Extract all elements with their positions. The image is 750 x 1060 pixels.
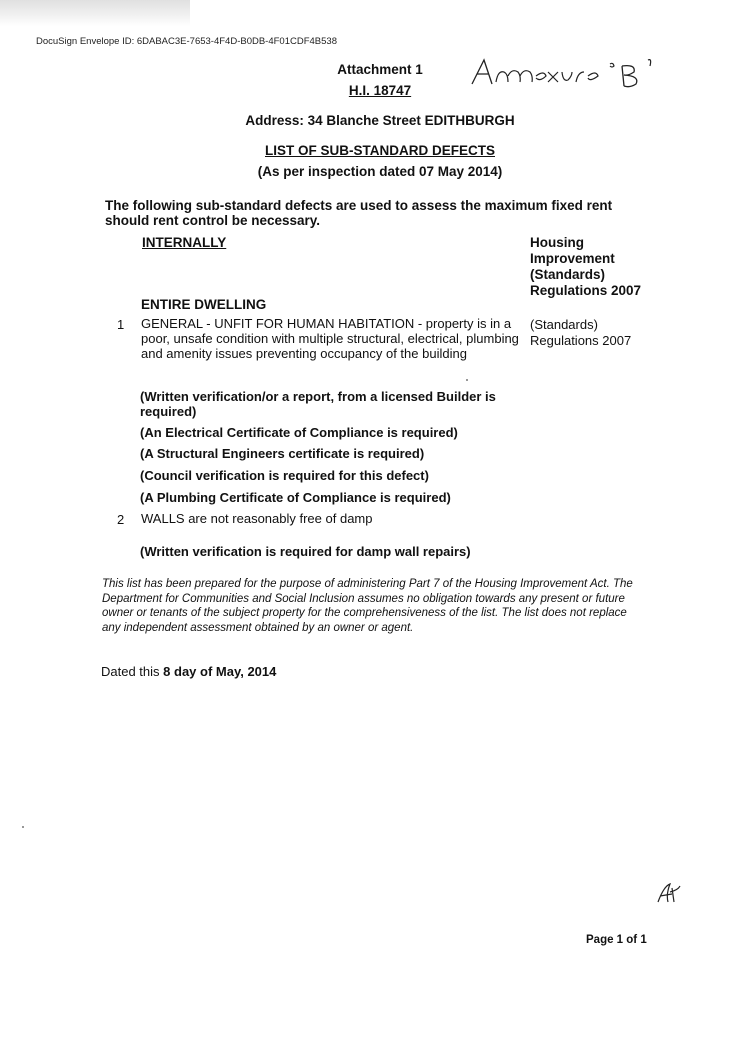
dated-value: 8 day of May, 2014	[163, 664, 277, 679]
dated-line	[101, 664, 276, 679]
requirement-electrical: (An Electrical Certificate of Compliance is required)	[140, 425, 458, 440]
item-regulation: (Standards) Regulations 2007	[530, 317, 632, 348]
attachment-label: Attachment 1	[337, 62, 423, 77]
dated-prefix: Dated this	[101, 664, 164, 679]
intro-paragraph: The following sub-standard defects are used to assess the maximum fixed rent should rent control be necessary.	[105, 198, 613, 228]
requirement-builder: (Written verification/or a report, from a licensed Builder is required)	[140, 389, 496, 419]
item-text: WALLS are not reasonably free of damp	[141, 511, 373, 526]
item-number: 1	[117, 317, 125, 332]
requirement-plumbing: (A Plumbing Certificate of Compliance is required)	[140, 490, 451, 505]
annexure-b-handwriting	[468, 54, 668, 94]
inspection-date: (As per inspection dated 07 May 2014)	[257, 164, 503, 179]
scan-speck	[22, 826, 24, 828]
requirement-structural: (A Structural Engineers certificate is required)	[140, 446, 425, 461]
internally-heading: INTERNALLY	[142, 235, 227, 250]
docusign-envelope-id: DocuSign Envelope ID: 6DABAC3E-7653-4F4D-B0DB-4F01CDF4B538	[36, 36, 337, 47]
hi-number: H.I. 18747	[348, 83, 412, 98]
scan-artifact	[0, 0, 190, 26]
entire-dwelling-heading: ENTIRE DWELLING	[141, 297, 267, 312]
regulation-heading: Housing Improvement (Standards) Regulations 2007	[530, 235, 642, 298]
scan-speck	[466, 379, 468, 381]
initials-signature	[656, 882, 682, 904]
property-address: Address: 34 Blanche Street EDITHBURGH	[245, 113, 515, 128]
page-number: Page 1 of 1	[586, 934, 647, 946]
list-title: LIST OF SUB-STANDARD DEFECTS	[265, 143, 495, 158]
requirement-damp: (Written verification is required for damp wall repairs)	[140, 544, 471, 559]
requirement-council: (Council verification is required for this defect)	[140, 468, 429, 483]
disclaimer: This list has been prepared for the purpose of administering Part 7 of the Housing Improvement Act. The Department for Communities and Social Inclusion assumes no obligation towards any present or future owner or tenants of the subject property for the comprehensiveness of the list. The list does not replace any independent assessment obtained by an owner or agent.	[102, 578, 633, 634]
item-number: 2	[117, 512, 125, 527]
item-text: GENERAL - UNFIT FOR HUMAN HABITATION - property is in a poor, unsafe condition with multiple structural, electrical, plumbing and amenity issues preventing occupancy of the building	[141, 316, 519, 361]
